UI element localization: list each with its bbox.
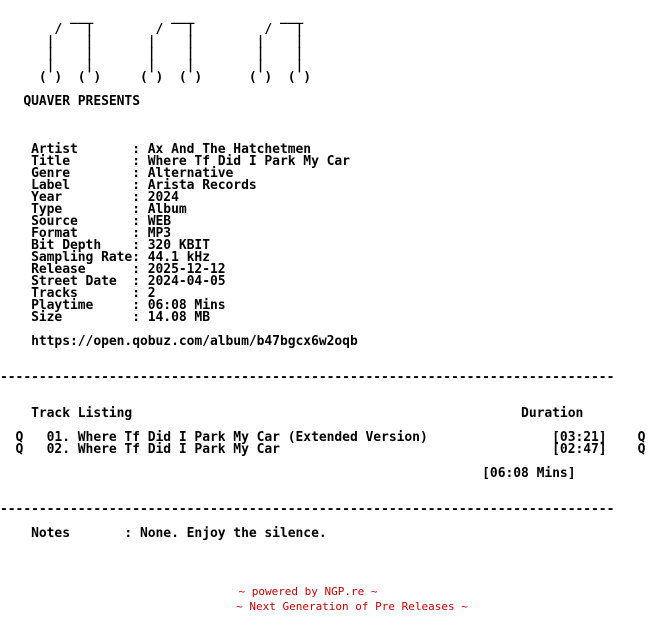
info-source: Source : WEB xyxy=(0,214,172,229)
total-duration: [06:08 Mins] xyxy=(0,466,576,481)
tagline-text: ~ Next Generation of Pre Releases ~ xyxy=(236,600,468,613)
info-size: Size : 14.08 MB xyxy=(0,310,210,325)
nfo-line-blank xyxy=(0,480,645,492)
nfo-line-blank xyxy=(0,108,645,120)
presents-heading: QUAVER PRESENTS xyxy=(0,94,140,109)
logo-line: | | | | | | xyxy=(0,58,304,73)
nfo-line-blank xyxy=(0,384,645,396)
info-year: Year : 2024 xyxy=(0,190,179,205)
track-row: Q 02. Where Tf Did I Park My Car [02:47] Q xyxy=(0,442,646,457)
info-tracks: Tracks : 2 xyxy=(0,286,156,301)
info-release: Release : 2025-12-12 xyxy=(0,262,226,277)
info-type: Type : Album xyxy=(0,202,187,217)
info-artist: Artist : Ax And The Hatchetmen xyxy=(0,142,312,157)
info-street-date: Street Date : 2024-04-05 xyxy=(0,274,226,289)
info-title: Title : Where Tf Did I Park My Car xyxy=(0,154,350,169)
info-format: Format : MP3 xyxy=(0,226,172,241)
powered-by-text: ~ powered by NGP.re ~ xyxy=(238,585,378,598)
track-row: Q 01. Where Tf Did I Park My Car (Extended Version) [03:21] Q xyxy=(0,430,646,445)
info-sampling-rate: Sampling Rate: 44.1 kHz xyxy=(0,250,210,265)
nfo-line-blank xyxy=(0,348,645,360)
track-listing-header: Track Listing Duration xyxy=(0,406,584,421)
info-label: Label : Arista Records xyxy=(0,178,257,193)
info-genre: Genre : Alternative xyxy=(0,166,234,181)
album-url: https://open.qobuz.com/album/b47bgcx6w2oqb xyxy=(0,334,358,349)
notes: Notes : None. Enjoy the silence. xyxy=(0,526,327,541)
logo-line: | | | | | | xyxy=(0,46,304,61)
logo-line: ___ ___ ___ xyxy=(0,10,304,25)
logo-line: ( ) ( ) ( ) ( ) ( ) ( ) xyxy=(0,70,312,85)
info-playtime: Playtime : 06:08 Mins xyxy=(0,298,226,313)
logo-line: / | / | / | xyxy=(0,22,304,37)
logo-line: | | | | | | xyxy=(0,34,304,49)
divider: ------------------------------------------------------------------------------- xyxy=(0,370,615,385)
divider: ------------------------------------------------------------------------------- xyxy=(0,502,615,517)
nfo-line-blank xyxy=(0,120,645,132)
info-bit-depth: Bit Depth : 320 KBIT xyxy=(0,238,210,253)
